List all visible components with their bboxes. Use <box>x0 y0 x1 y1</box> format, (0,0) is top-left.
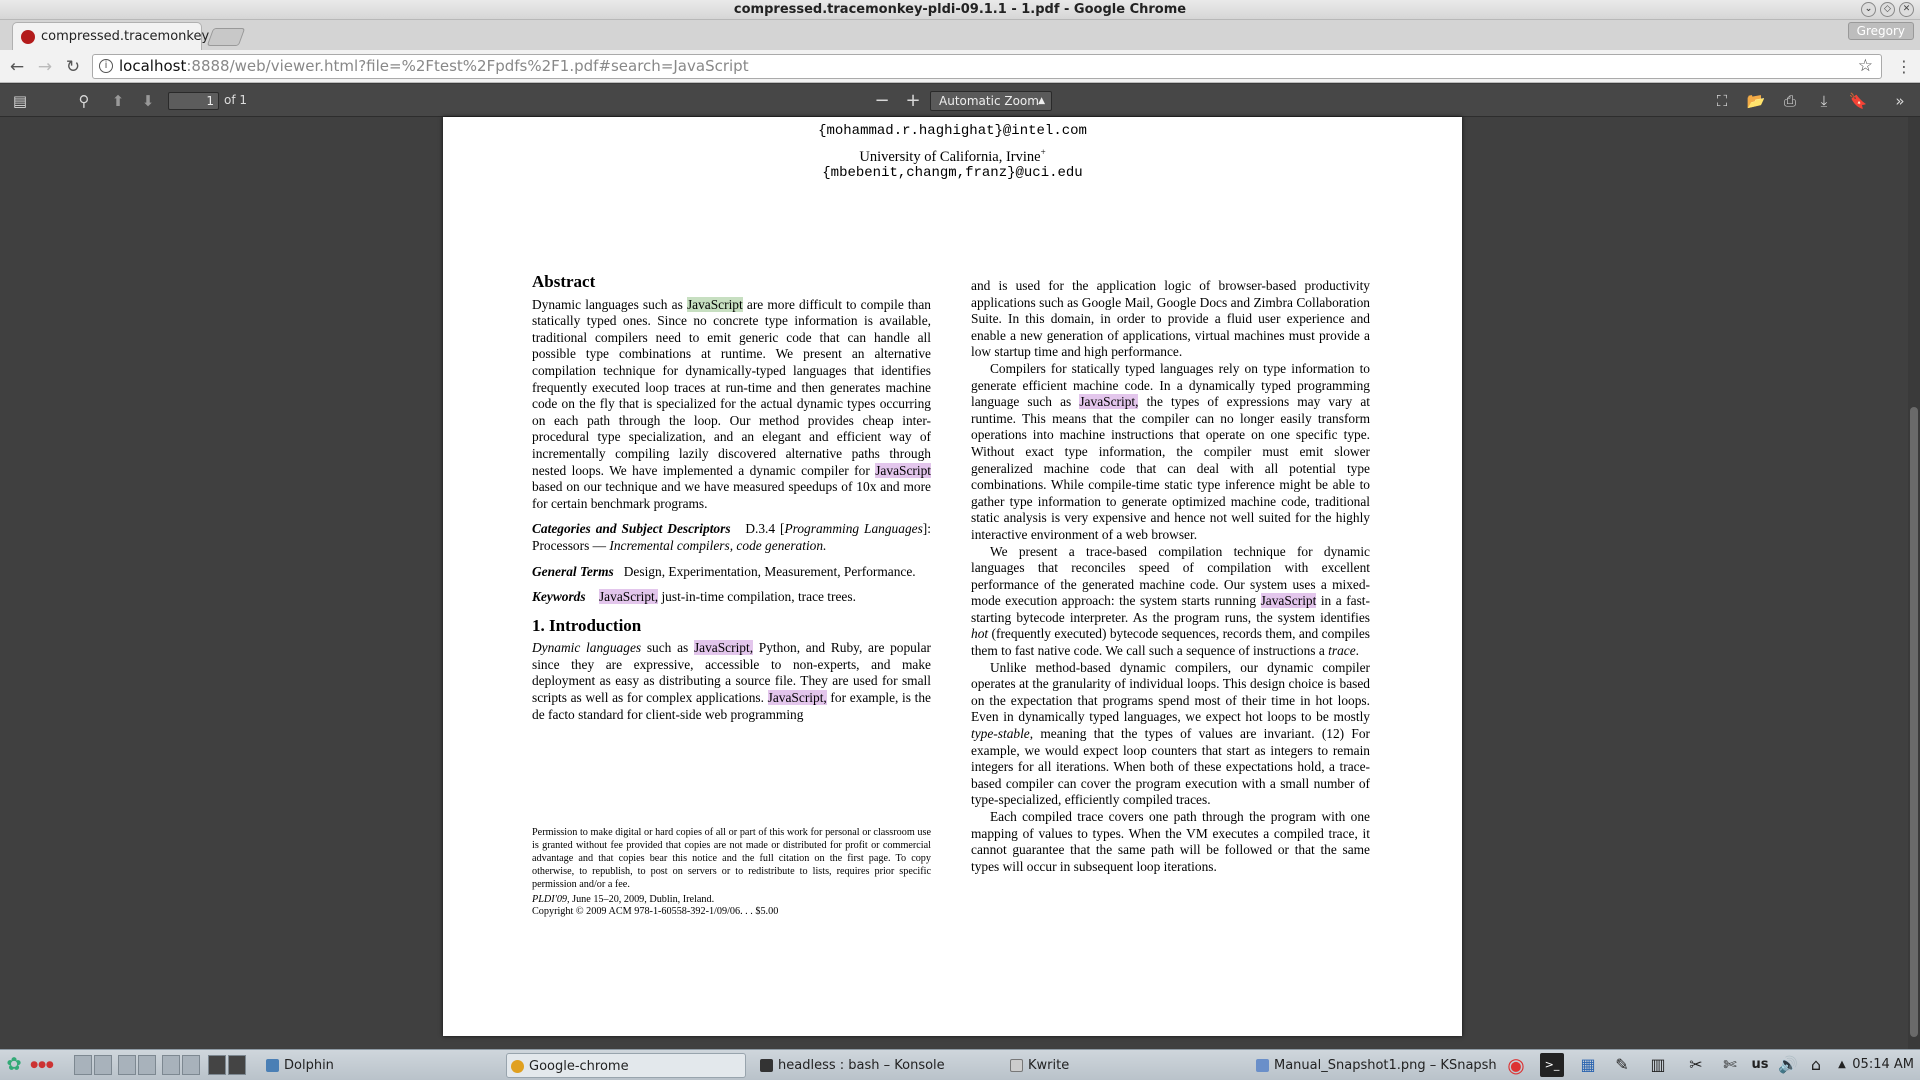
activities-icon[interactable]: ●●● <box>30 1060 54 1070</box>
terminal-launcher-icon[interactable]: >_ <box>1540 1053 1564 1077</box>
calculator-launcher-icon[interactable]: ▥ <box>1650 1055 1666 1074</box>
search-match: JavaScript, <box>1079 394 1139 410</box>
tab-strip <box>0 20 1920 50</box>
right-paragraph-5: Each compiled trace covers one path through the program with one mapping of values to types. When the VM executes a compiled trace, it cannot guarantee that the same path will be followed or that the same types will occur in subsequent loop iterations. <box>971 809 1370 874</box>
pdf-favicon-icon <box>21 30 35 44</box>
tab-title: compressed.tracemonkey <box>41 29 210 44</box>
address-bar[interactable] <box>92 54 1882 79</box>
kwrite-icon <box>1010 1059 1023 1072</box>
task-dolphin[interactable]: Dolphin <box>262 1053 492 1078</box>
search-match: JavaScript, <box>598 589 659 605</box>
scrollbar-thumb[interactable] <box>1910 407 1918 1037</box>
search-icon[interactable]: ⚲ <box>78 92 90 110</box>
abstract-text: Dynamic languages such as JavaScript are more difficult to compile than statically typed ones. Since no concrete type information is available, traditional compilers need to emit generic code that can handle all possible type combinations at runtime. We present an alternative compilation technique for dynamically-typed languages that identifies frequently executed loop traces at run-time and then generates machine code on the fly that is specialized for the actual dynamic types occurring on each path through the loop. Our method provides cheap inter-procedural type specialization, and an elegant and efficient way of incrementally compiling lazily discovered alternative paths through nested loops. We have implemented a dynamic compiler for JavaScript based on our technique and we have measured speedups of 10x and more for certain benchmark programs. <box>532 296 931 511</box>
sidebar-toggle-icon[interactable]: ▤ <box>12 92 28 110</box>
presentation-mode-icon[interactable]: ⛶ <box>1716 92 1728 110</box>
search-match: JavaScript, <box>767 690 827 706</box>
right-column <box>971 278 1370 875</box>
right-paragraph-1: and is used for the application logic of browser-based productivity applications such as Google Mail, Google Docs and Zimbra Collaboration Suite. In this domain, in order to provide a fluid user experience and enable a new generation of applications, virtual machines must provide a low startup time and high performance. <box>971 278 1370 360</box>
pdf-page <box>443 117 1462 1036</box>
tray-expand-icon[interactable]: ▲ <box>1838 1059 1846 1070</box>
desktop-pager-3[interactable] <box>118 1055 136 1075</box>
left-column <box>532 274 931 723</box>
minimize-icon[interactable]: ⌄ <box>1861 2 1876 17</box>
taskbar <box>0 1049 1920 1080</box>
close-window-icon[interactable]: ✕ <box>1899 2 1914 17</box>
right-paragraph-2: Compilers for statically typed languages rely on type information to generate efficient machine code. In a dynamically typed programming language such as JavaScript, the types of expressions may vary at runtime. This means that the compiler can no longer easily transform operations into machine instructions that operate on one specific type. Without exact type information, the compiler must emit slower generalized machine code that can deal with all potential type combinations. While compile-time static type inference might be able to gather type information to generate optimized machine code, traditional static analysis is very expensive and hence not well suited for the highly interactive environment of a web browser. <box>971 360 1370 542</box>
zoom-out-icon[interactable]: − <box>874 90 890 111</box>
new-tab-button[interactable] <box>207 28 246 46</box>
chrome-launcher-icon[interactable]: ◉ <box>1507 1053 1525 1077</box>
volume-icon[interactable]: 🔊 <box>1778 1055 1798 1074</box>
back-arrow-icon[interactable]: ← <box>9 57 25 77</box>
window-title: compressed.tracemonkey-pldi-09.1.1 - 1.pdf - Google Chrome <box>733 2 1187 17</box>
tab-pdf[interactable] <box>12 22 210 50</box>
search-match: JavaScript, <box>693 640 754 656</box>
permission-footnote: Permission to make digital or hard copies of all or part of this work for personal or classroom use is granted without fee provided that copies are not made or distributed for profit or commercial advantage and that copies bear this notice and the full citation on the first page. To copy otherwise, to republish, to post on servers or to redistribute to lists, requires prior specific permission and/or a fee. PLDI'09, June 15–20, 2009, Dublin, Ireland. Copyright © 2009 ACM 978-1-60558-392-1/09/06. . . $5.00 <box>532 827 931 918</box>
bookmark-star-icon[interactable]: ☆ <box>1857 56 1873 76</box>
maximize-icon[interactable]: ◇ <box>1880 2 1895 17</box>
venue: PLDI'09, June 15–20, 2009, Dublin, Ireland. <box>532 893 715 905</box>
open-file-icon[interactable]: 📂 <box>1746 92 1766 110</box>
task-konsole[interactable]: headless : bash – Konsole <box>756 1053 996 1078</box>
task-chrome[interactable]: Google-chrome <box>506 1053 746 1078</box>
previous-page-icon[interactable]: ⬆ <box>111 92 125 110</box>
task-ksnapshot[interactable]: Manual_Snapshot1.png – KSnapsh <box>1252 1053 1488 1078</box>
tools-menu-icon[interactable]: » <box>1895 92 1905 110</box>
zoom-chevron-icon: ▲ <box>1038 96 1045 106</box>
vertical-scrollbar[interactable] <box>1908 117 1920 1049</box>
introduction-heading: 1. Introduction <box>532 615 642 635</box>
zoom-in-icon[interactable]: + <box>905 90 921 111</box>
chrome-icon <box>511 1060 524 1073</box>
pdf-toolbar <box>0 84 1920 117</box>
general-terms: General Terms Design, Experimentation, Measurement, Performance. <box>532 563 916 579</box>
abstract-heading: Abstract <box>532 272 596 291</box>
download-icon[interactable]: ⤓ <box>1820 92 1828 110</box>
page-count: of 1 <box>224 93 248 107</box>
page-number-input[interactable]: 1 <box>168 92 219 110</box>
url-rest: :8888/web/viewer.html?file=%2Ftest%2Fpdfs%2F1.pdf#search=JavaScript <box>186 57 749 75</box>
search-match: JavaScript <box>1260 593 1317 609</box>
forward-arrow-icon[interactable]: → <box>37 57 53 77</box>
profile-button[interactable]: Gregory <box>1848 22 1914 40</box>
desktop-pager-2[interactable] <box>94 1055 112 1075</box>
author-email-2: {mbebenit,changm,franz}@uci.edu <box>822 165 1083 181</box>
window-titlebar <box>0 0 1920 20</box>
zoom-select[interactable] <box>930 91 1052 111</box>
categories: Categories and Subject Descriptors D.3.4 [Programming Languages]: Processors — Incremental compilers, code generation. <box>532 521 931 553</box>
keywords: Keywords JavaScript, just-in-time compilation, trace trees. <box>532 589 856 605</box>
desktop-pager-4[interactable] <box>138 1055 156 1075</box>
file-manager-launcher-icon[interactable]: ▦ <box>1580 1055 1596 1074</box>
desktop-pager-8[interactable] <box>228 1055 246 1075</box>
desktop-pager-6[interactable] <box>182 1055 200 1075</box>
search-match-selected: JavaScript <box>686 296 743 312</box>
tools-launcher-icon[interactable]: ✂ <box>1689 1055 1703 1074</box>
text-editor-launcher-icon[interactable]: ✎ <box>1615 1055 1629 1074</box>
author-email-1: {mohammad.r.haghighat}@intel.com <box>818 123 1087 139</box>
copyright: Copyright © 2009 ACM 978-1-60558-392-1/09/06. . . $5.00 <box>532 906 779 918</box>
clock: 05:14 AM <box>1852 1057 1914 1072</box>
search-match: JavaScript <box>875 462 931 478</box>
print-icon[interactable]: ⎙ <box>1783 92 1796 110</box>
konsole-icon <box>760 1059 773 1072</box>
bookmark-icon[interactable]: 🔖 <box>1848 92 1868 110</box>
desktop-pager-5[interactable] <box>162 1055 180 1075</box>
dolphin-icon <box>266 1059 279 1072</box>
chrome-menu-icon[interactable]: ⋮ <box>1896 57 1912 76</box>
clipboard-icon[interactable]: ✄ <box>1723 1055 1737 1074</box>
introduction-text: Dynamic languages such as JavaScript, Python, and Ruby, are popular since they are expressive, accessible to non-experts, and make deployment as easy as distributing a source file. They are used for small scripts as well as for complex applications. JavaScript, for example, is the de facto standard for client-side web programming <box>532 640 931 722</box>
browser-toolbar <box>0 50 1920 83</box>
next-page-icon[interactable]: ⬇ <box>141 92 155 110</box>
right-paragraph-3: We present a trace-based compilation technique for dynamic languages that reconciles speed of compilation with excellent performance of the generated machine code. Our system uses a mixed-mode execution approach: the system starts running JavaScript in a fast-starting bytecode interpreter. As the program runs, the system identifies hot (frequently executed) bytecode sequences, records them, and compiles them to fast native code. We call such a sequence of instructions a trace. <box>971 543 1370 659</box>
reload-icon[interactable]: ↻ <box>65 57 81 77</box>
desktop-pager-1[interactable] <box>74 1055 92 1075</box>
keyboard-layout[interactable]: us <box>1751 1057 1769 1072</box>
ksnapshot-icon <box>1256 1059 1269 1072</box>
affiliation: University of California, Irvine+ <box>859 147 1046 165</box>
pdf-viewer-container[interactable] <box>0 117 1920 1049</box>
zoom-value: Automatic Zoom <box>939 94 1039 108</box>
network-icon[interactable]: ⌂ <box>1810 1055 1822 1074</box>
url-host: localhost <box>119 57 187 75</box>
right-paragraph-4: Unlike method-based dynamic compilers, our dynamic compiler operates at the granularity of individual loops. This design choice is based on the expectation that programs spend most of their time in hot loops. Even in dynamically typed languages, we expect hot loops to be mostly type-stable, meaning that the types of values are invariant. (12) For example, we would expect loop counters that start as integers to remain integers for all iterations. When both of these expectations hold, a trace-based compiler can cover the program execution with a small number of type-specialized, efficiently compiled traces. <box>971 659 1370 808</box>
desktop-pager-7[interactable] <box>208 1055 226 1075</box>
site-info-icon[interactable]: i <box>99 59 113 73</box>
task-kwrite[interactable]: Kwrite <box>1006 1053 1246 1078</box>
app-launcher-icon[interactable]: ✿ <box>6 1054 22 1075</box>
